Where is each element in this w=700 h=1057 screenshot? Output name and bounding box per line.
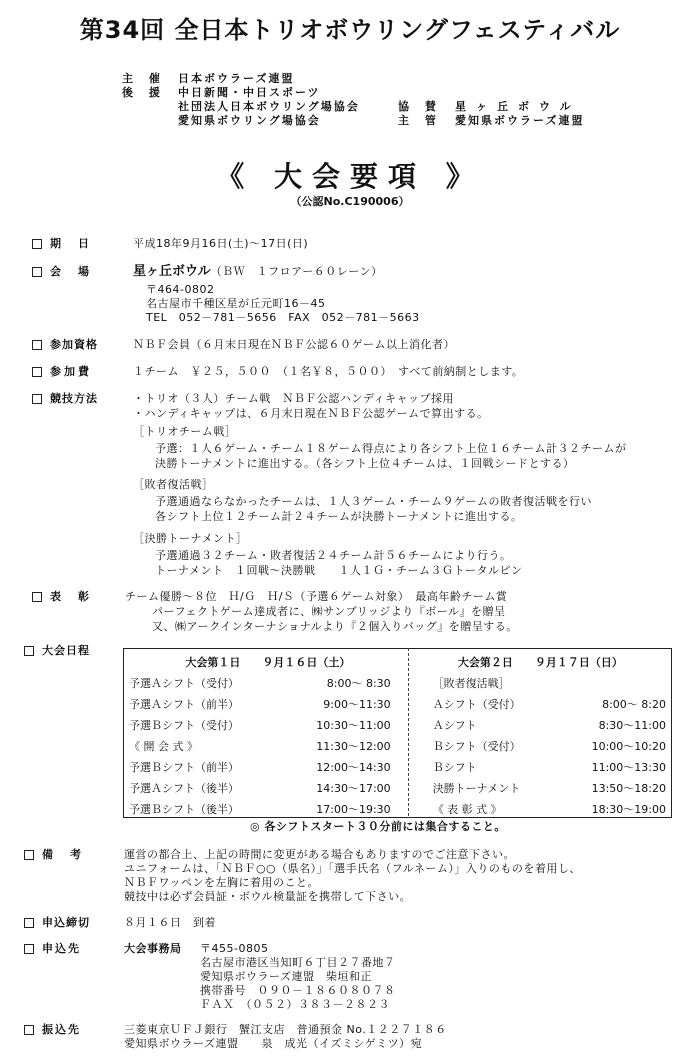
kaijo-address: 名古屋市千種区星が丘元町16－45: [146, 297, 326, 310]
day2-time: 11:00～13:30: [591, 760, 666, 774]
checkbox-icon: [32, 367, 42, 377]
kikan-label-text: 期 日: [50, 237, 92, 250]
day2-heading: 大会第２日 ９月１７日（日）: [457, 655, 623, 669]
checkbox-icon: [24, 646, 34, 656]
kaijo-line: [133, 260, 383, 279]
approval-number: （公認No.C190006）: [290, 195, 410, 208]
hyosho-label-text: 表 彰: [50, 590, 92, 603]
hyosho-line-2: パーフェクトゲーム達成者に、㈱サンブリッジより『ボール』を贈呈: [152, 605, 506, 618]
day1-event: 予選Ａシフト（前半）: [129, 697, 239, 711]
hiyo-label-text: 参加費: [50, 365, 92, 378]
day1-heading: 大会第１日 ９月１６日（土）: [185, 655, 351, 669]
checkbox-icon: [24, 918, 34, 928]
day2-event: Ａシフト（受付）: [432, 697, 521, 711]
shukan-label: 主 管: [398, 114, 442, 127]
nittei-label: [24, 642, 90, 658]
haisha-line-2: 各シフト上位１２チーム計２４チームが決勝トーナメントに進出する。: [155, 510, 523, 523]
kaijo-zip: 〒464-0802: [146, 283, 215, 296]
furikomi-label: [24, 1021, 81, 1037]
trio-line-2: 決勝トーナメントに進出する。（各シフト上位４チームは、１回戦シードとする）: [155, 457, 575, 470]
hoho-line-2: ・ハンディキャップは、６月末日現在ＮＢＦ公認ゲームで算出する。: [133, 407, 489, 420]
day2-time: 13:50～18:20: [591, 781, 666, 795]
hoho-line-1: ・トリオ（３人）チーム戦 ＮＢＦ公認ハンディキャップ採用: [133, 392, 455, 405]
day2-event: Ａシフト: [432, 718, 477, 732]
moushikomi-label: [24, 940, 81, 956]
day2-event: 決勝トーナメント: [432, 781, 521, 795]
shikaku-label-text: 参加資格: [50, 338, 98, 351]
schedule-note: ◎ 各シフトスタート３０分前には集合すること。: [250, 820, 506, 833]
day1-time: 10:30～11:00: [316, 718, 391, 732]
moushikomi-label-text: 申込先: [42, 942, 81, 955]
moushikomi-zip: 〒455-0805: [200, 942, 269, 955]
hyosho-label: [32, 588, 92, 604]
table-row: [125, 777, 670, 798]
shusai-label: 主 催: [122, 72, 166, 85]
day2-time: 10:00～10:20: [591, 739, 666, 753]
koen-value-3: 愛知県ボウリング場協会: [178, 114, 321, 127]
kaijo-label: [32, 263, 92, 279]
table-row: [125, 798, 670, 819]
day2-event: Ｂシフト: [432, 760, 477, 774]
day1-time: 14:30～17:00: [316, 781, 391, 795]
hoho-label-text: 競技方法: [50, 392, 98, 405]
table-row: [125, 672, 670, 693]
day2-time: 8:00～ 8:20: [602, 697, 666, 711]
day2-time: [561, 672, 670, 693]
kessho-heading: ［決勝トーナメント］: [133, 532, 248, 545]
day2-event: ［敗者復活戦］: [432, 676, 510, 690]
shukan-value: 愛知県ボウラーズ連盟: [455, 114, 585, 127]
kaijo-label-text: 会 場: [50, 265, 92, 278]
kyosan-label: 協 賛: [398, 100, 442, 113]
koen-label: 後 援: [122, 86, 166, 99]
hyosho-line-3: 又、㈱アークインターナショナルより『２個入りバッグ』を贈呈する。: [152, 620, 518, 633]
checkbox-icon: [32, 267, 42, 277]
shikaku-label: [32, 336, 98, 352]
document-title: 第34回 全日本トリオボウリングフェスティバル: [79, 16, 621, 44]
trio-heading: ［トリオチーム戦］: [133, 425, 237, 438]
hyosho-line-1: チーム優勝～８位 Ｈ/Ｇ Ｈ/Ｓ（予選６ゲーム対象） 最高年齢チーム賞: [125, 590, 508, 603]
day1-event: 予選Ｂシフト（前半）: [129, 760, 239, 774]
shusai-value: 日本ボウラーズ連盟: [178, 72, 295, 85]
biko-line-2: ユニフォームは、「ＮＢＦ○○（県名）」「選手氏名（フルネーム）」入りのものを着用し、: [124, 862, 581, 875]
kikan-value: 平成18年9月16日(土)～17日(日): [133, 237, 309, 250]
biko-line-4: 競技中は必ず会員証・ボウル検量証を携帯して下さい。: [124, 890, 412, 903]
table-row: [125, 756, 670, 777]
moushikomi-address: 名古屋市港区当知町６丁目２７番地７: [200, 956, 396, 969]
kyosan-value: 星ヶ丘ボウル: [455, 100, 581, 113]
moushikomi-name: 大会事務局: [124, 942, 182, 955]
day2-event: Ｂシフト（受付）: [432, 739, 521, 753]
biko-label-text: 備 考: [42, 848, 84, 861]
table-row: [125, 714, 670, 735]
moushikomi-fax: ＦＡＸ （０５２）３８３－２８２３: [200, 998, 390, 1011]
trio-line-1: 予選：１人６ゲーム・チーム１８ゲーム得点により各シフト上位１６チーム計３２チームが: [155, 442, 627, 455]
kessho-line-2: トーナメント １回戦～決勝戦 １人１Ｇ・チーム３Ｇトータルピン: [155, 564, 523, 577]
moushikomi-org: 愛知県ボウラーズ連盟 柴垣和正: [200, 970, 372, 983]
checkbox-icon: [32, 239, 42, 249]
koen-value-2: 社団法人日本ボウリング場協会: [178, 100, 360, 113]
kaijo-detail: （ＢＷ １フロアー６０レーン）: [210, 265, 383, 278]
furikomi-line-1: 三菱東京ＵＦＪ銀行 蟹江支店 普通預金 No.１２２７１８６: [124, 1023, 447, 1036]
day1-time: 11:30～12:00: [316, 739, 391, 753]
koen-value-1: 中日新聞・中日スポーツ: [178, 86, 321, 99]
kaijo-name: 星ヶ丘ボウル: [133, 264, 211, 279]
checkbox-icon: [24, 1025, 34, 1035]
hoho-label: [32, 390, 98, 406]
haisha-line-1: 予選通過ならなかったチームは、１人３ゲーム・チーム９ゲームの敗者復活戦を行い: [155, 495, 592, 508]
haisha-heading: ［敗者復活戦］: [133, 478, 214, 491]
day2-time: 8:30～11:00: [598, 718, 666, 732]
shimekiri-label-text: 申込締切: [42, 916, 90, 929]
checkbox-icon: [24, 944, 34, 954]
kikan-label: [32, 235, 92, 251]
shimekiri-label: [24, 914, 90, 930]
section-heading: 《 大会要項 》: [216, 160, 484, 193]
checkbox-icon: [24, 850, 34, 860]
biko-label: [24, 846, 84, 862]
biko-line-3: ＮＢＦワッペンを左胸に着用のこと。: [124, 876, 319, 889]
checkbox-icon: [32, 394, 42, 404]
hiyo-label: [32, 363, 92, 379]
day1-event: 予選Ｂシフト（後半）: [129, 802, 239, 816]
day1-event: 予選Ａシフト（受付）: [129, 676, 239, 690]
biko-line-1: 運営の都合上、上記の時間に変更がある場合もありますのでご注意下さい。: [124, 848, 515, 861]
shimekiri-value: ８月１６日 到着: [124, 916, 216, 929]
day1-time: 17:00～19:30: [316, 802, 391, 816]
table-row: [125, 693, 670, 714]
table-row: [125, 735, 670, 756]
day1-event: 予選Ａシフト（後半）: [129, 781, 239, 795]
day1-time: 12:00～14:30: [316, 760, 391, 774]
kessho-line-1: 予選通過３２チーム・敗者復活２４チーム計５６チームにより行う。: [155, 549, 512, 562]
checkbox-icon: [32, 592, 42, 602]
day1-time: 8:00～ 8:30: [326, 676, 391, 690]
day2-time: 18:30～19:00: [591, 802, 666, 816]
day1-event: 《 開 会 式 》: [129, 739, 198, 753]
moushikomi-tel: 携帯番号 ０９０－１８６０８０７８: [200, 984, 396, 997]
kaijo-tel: TEL 052－781－5656 FAX 052－781－5663: [146, 311, 420, 324]
checkbox-icon: [32, 340, 42, 350]
hiyo-value: １チーム ￥２５，５００ （１名￥８，５００） すべて前納制とします。: [133, 365, 524, 378]
schedule-table: [125, 651, 670, 819]
furikomi-label-text: 振込先: [42, 1023, 81, 1036]
day1-event: 予選Ｂシフト（受付）: [129, 718, 239, 732]
schedule-header-row: [125, 651, 670, 672]
nittei-label-text: 大会日程: [42, 644, 90, 657]
day1-time: 9:00～11:30: [323, 697, 391, 711]
shikaku-value: ＮＢＦ会員（６月末日現在ＮＢＦ公認６０ゲーム以上消化者）: [133, 338, 455, 351]
furikomi-line-2: 愛知県ボウラーズ連盟 泉 成光（イズミシゲミツ）宛: [124, 1037, 423, 1050]
day2-event: 《 表 彰 式 》: [432, 802, 502, 816]
